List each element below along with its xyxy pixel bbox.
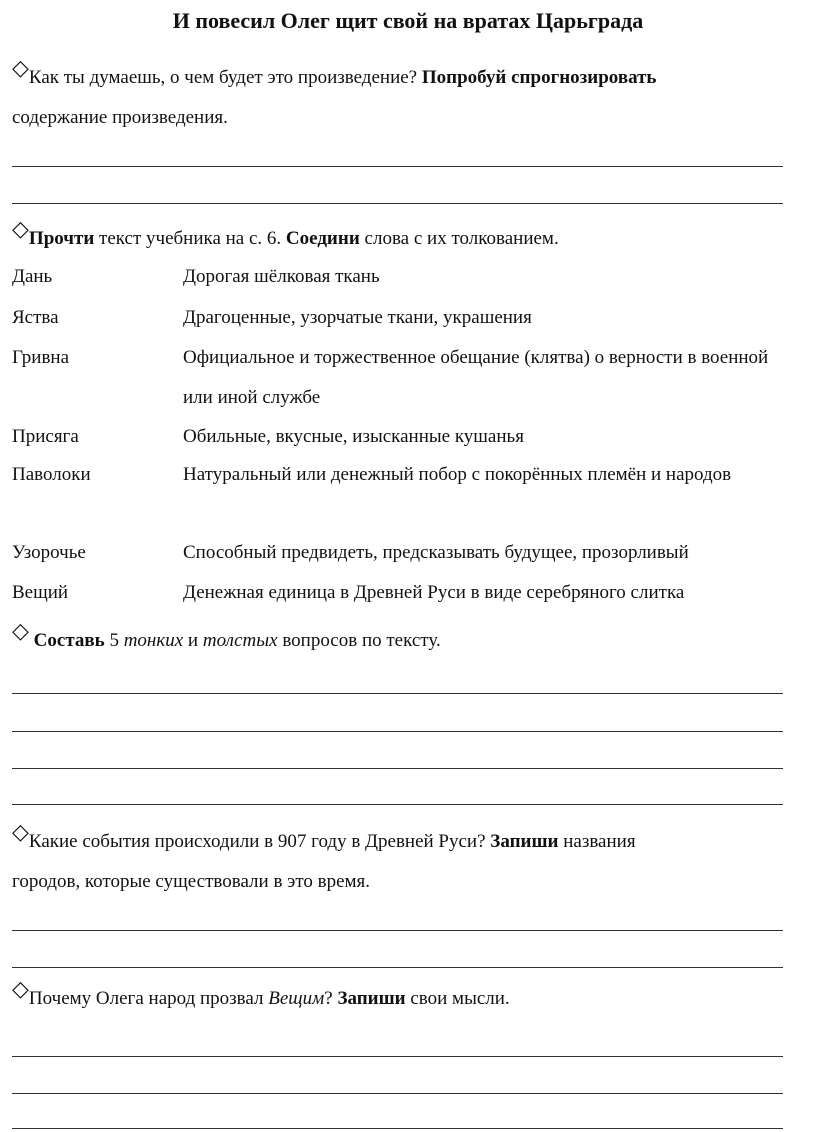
q4-bold: Запиши <box>490 831 559 852</box>
definition-item[interactable]: Способный предвидеть, предсказывать будущее, прозорливый <box>183 542 689 563</box>
answer-line[interactable] <box>12 1093 783 1094</box>
answer-line[interactable] <box>12 203 783 204</box>
q2-text-end: слова с их толкованием. <box>359 228 559 249</box>
term-item[interactable]: Вещий <box>12 582 69 603</box>
definition-item[interactable]: Официальное и торжественное обещание (клятва) о верности в военной или иной службе <box>183 347 769 408</box>
q5-text: Почему Олега народ прозвал <box>28 988 269 1009</box>
q3-italic-thick: толстых <box>202 630 278 651</box>
question-5 <box>12 976 510 1010</box>
q3-text-and: и <box>183 630 203 651</box>
definition-item[interactable]: Дорогая шёлковая ткань <box>183 266 380 287</box>
q5-bold: Запиши <box>337 988 406 1009</box>
question-1 <box>12 56 792 138</box>
definition-item[interactable]: Драгоценные, узорчатые ткани, украшения <box>183 307 532 328</box>
q4-text-cont: городов, которые существовали в это время. <box>12 871 371 892</box>
q2-text: текст учебника на с. 6. <box>94 228 286 249</box>
answer-line[interactable] <box>12 804 783 805</box>
diamond-icon: ◇ <box>12 976 29 1001</box>
q5-text-mark: ? <box>324 988 338 1009</box>
q4-text-names: названия <box>558 831 636 852</box>
q4-text: Какие события происходили в 907 году в Древней Руси? <box>28 831 491 852</box>
q1-text-cont: содержание произведения. <box>12 107 228 128</box>
q2-bold-match: Соедини <box>285 228 360 249</box>
question-3 <box>12 618 441 652</box>
diamond-icon: ◇ <box>12 55 29 80</box>
question-4 <box>12 820 792 902</box>
definition-item[interactable]: Денежная единица в Древней Руси в виде серебряного слитка <box>183 582 685 603</box>
term-item[interactable]: Паволоки <box>12 464 91 485</box>
question-2 <box>12 216 559 250</box>
diamond-icon: ◇ <box>12 819 29 844</box>
q2-bold-read: Прочти <box>28 228 95 249</box>
answer-line[interactable] <box>12 1056 783 1057</box>
q3-text-end: вопросов по тексту. <box>277 630 441 651</box>
answer-line[interactable] <box>12 768 783 769</box>
answer-line[interactable] <box>12 166 783 167</box>
q5-text-end: свои мысли. <box>405 988 510 1009</box>
term-item[interactable]: Дань <box>12 266 53 287</box>
q1-bold: Попробуй спрогнозировать <box>421 67 657 88</box>
q1-text: Как ты думаешь, о чем будет это произведение? <box>28 67 422 88</box>
diamond-icon: ◇ <box>12 216 29 241</box>
q3-italic-thin: тонких <box>123 630 184 651</box>
definition-item[interactable]: Натуральный или денежный побор с покорённых племён и народов <box>183 464 732 485</box>
answer-line[interactable] <box>12 693 783 694</box>
definition-item[interactable]: Обильные, вкусные, изысканные кушанья <box>183 426 524 447</box>
page-title: И повесил Олег щит свой на вратах Царьграда <box>172 8 644 33</box>
answer-line[interactable] <box>12 930 783 931</box>
q3-bold: Составь <box>33 630 105 651</box>
q3-text: 5 <box>104 630 124 651</box>
answer-line[interactable] <box>12 1128 783 1129</box>
answer-line[interactable] <box>12 731 783 732</box>
term-item[interactable]: Узорочье <box>12 542 86 563</box>
answer-line[interactable] <box>12 967 783 968</box>
q5-italic: Вещим <box>268 988 325 1009</box>
term-item[interactable]: Присяга <box>12 426 79 447</box>
diamond-icon: ◇ <box>12 618 29 643</box>
term-item[interactable]: Гривна <box>12 347 70 368</box>
term-item[interactable]: Яства <box>12 307 59 328</box>
